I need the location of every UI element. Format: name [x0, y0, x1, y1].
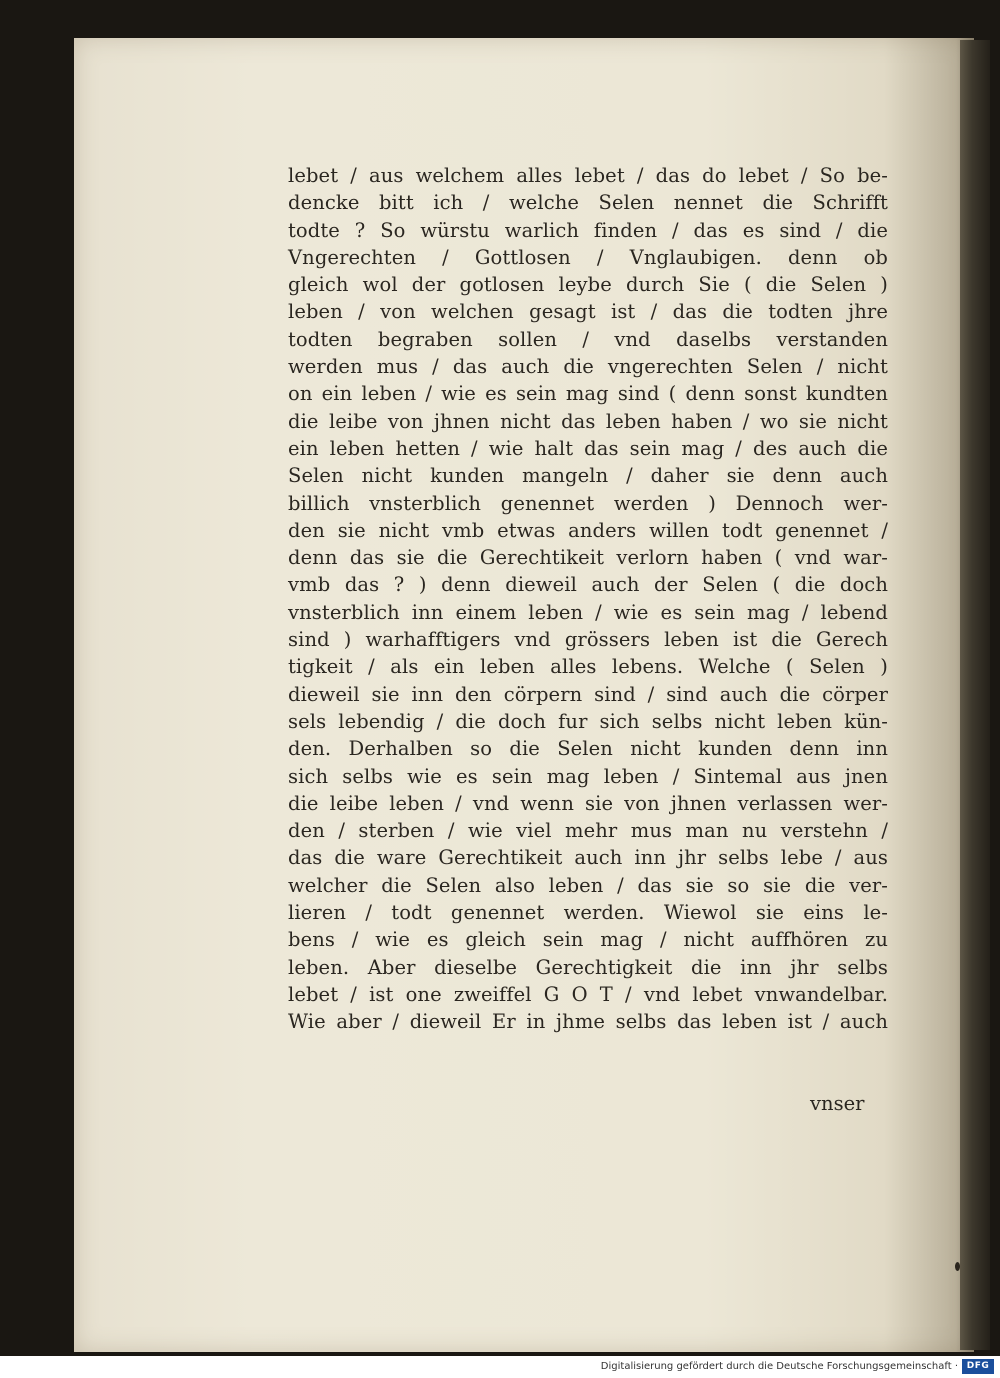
text-line: todte ? So würstu warlich finden / das es sind / die: [288, 218, 888, 242]
text-line: werden mus / das auch die vngerechten Selen / nicht: [288, 355, 888, 379]
text-line: dieweil sie inn den cörpern sind / sind auch die cörper: [288, 682, 888, 706]
text-line: den. Derhalben so die Selen nicht kunden denn inn: [288, 737, 888, 761]
text-line: welcher die Selen also leben / das sie so sie die ver-: [288, 873, 888, 897]
dfg-logo-icon: DFG: [962, 1359, 994, 1374]
text-line: Vngerechten / Gottlosen / Vnglaubigen. denn ob: [288, 245, 888, 269]
footer-bar: [0, 1356, 1000, 1378]
text-line: denn das sie die Gerechtikeit verlorn haben ( vnd war-: [288, 546, 888, 570]
text-line: sind ) warhafftigers vnd grössers leben ist die Gerech: [288, 628, 888, 652]
text-line: on ein leben / wie es sein mag sind ( denn sonst kundten: [288, 382, 888, 406]
text-line: das die ware Gerechtikeit auch inn jhr selbs lebe / aus: [288, 846, 888, 870]
text-line: den / sterben / wie viel mehr mus man nu verstehn /: [288, 819, 888, 843]
text-line: bens / wie es gleich sein mag / nicht auffhören zu: [288, 928, 888, 952]
text-line: Wie aber / dieweil Er in jhme selbs das leben ist / auch: [288, 1010, 888, 1034]
page-edge-shadow: [960, 40, 990, 1350]
catchword: vnser: [810, 1092, 865, 1115]
dfg-credit-text: Digitalisierung gefördert durch die Deutsche Forschungsgemeinschaft ·: [600, 1361, 958, 1372]
text-line: leben / von welchen gesagt ist / das die todten jhre: [288, 300, 888, 324]
text-line: sels lebendig / die doch fur sich selbs nicht leben kün-: [288, 709, 888, 733]
text-line: sich selbs wie es sein mag leben / Sintemal aus jnen: [288, 764, 888, 788]
text-line: Selen nicht kunden mangeln / daher sie denn auch: [288, 464, 888, 488]
text-line: dencke bitt ich / welche Selen nennet die Schrifft: [288, 191, 888, 215]
text-line: gleich wol der gotlosen leybe durch Sie ( die Selen ): [288, 273, 888, 297]
text-line: billich vnsterblich genennet werden ) Dennoch wer-: [288, 491, 888, 515]
text-line: vnsterblich inn einem leben / wie es sein mag / lebend: [288, 600, 888, 624]
text-line: die leibe von jhnen nicht das leben haben / wo sie nicht: [288, 409, 888, 433]
ink-speck: [955, 1262, 960, 1271]
page-body-text: [288, 162, 888, 1036]
text-line: die leibe leben / vnd wenn sie von jhnen verlassen wer-: [288, 791, 888, 815]
text-line: den sie nicht vmb etwas anders willen todt genennet /: [288, 518, 888, 542]
text-line: vmb das ? ) denn dieweil auch der Selen ( die doch: [288, 573, 888, 597]
text-line: lieren / todt genennet werden. Wiewol sie eins le-: [288, 901, 888, 925]
text-line: ein leben hetten / wie halt das sein mag / des auch die: [288, 436, 888, 460]
text-line: todten begraben sollen / vnd daselbs verstanden: [288, 327, 888, 351]
text-line: lebet / ist one zweiffel G O T / vnd lebet vnwandelbar.: [288, 982, 888, 1006]
text-line: leben. Aber dieselbe Gerechtigkeit die inn jhr selbs: [288, 955, 888, 979]
text-line: lebet / aus welchem alles lebet / das do lebet / So be-: [288, 164, 888, 187]
text-line: tigkeit / als ein leben alles lebens. Welche ( Selen ): [288, 655, 888, 679]
